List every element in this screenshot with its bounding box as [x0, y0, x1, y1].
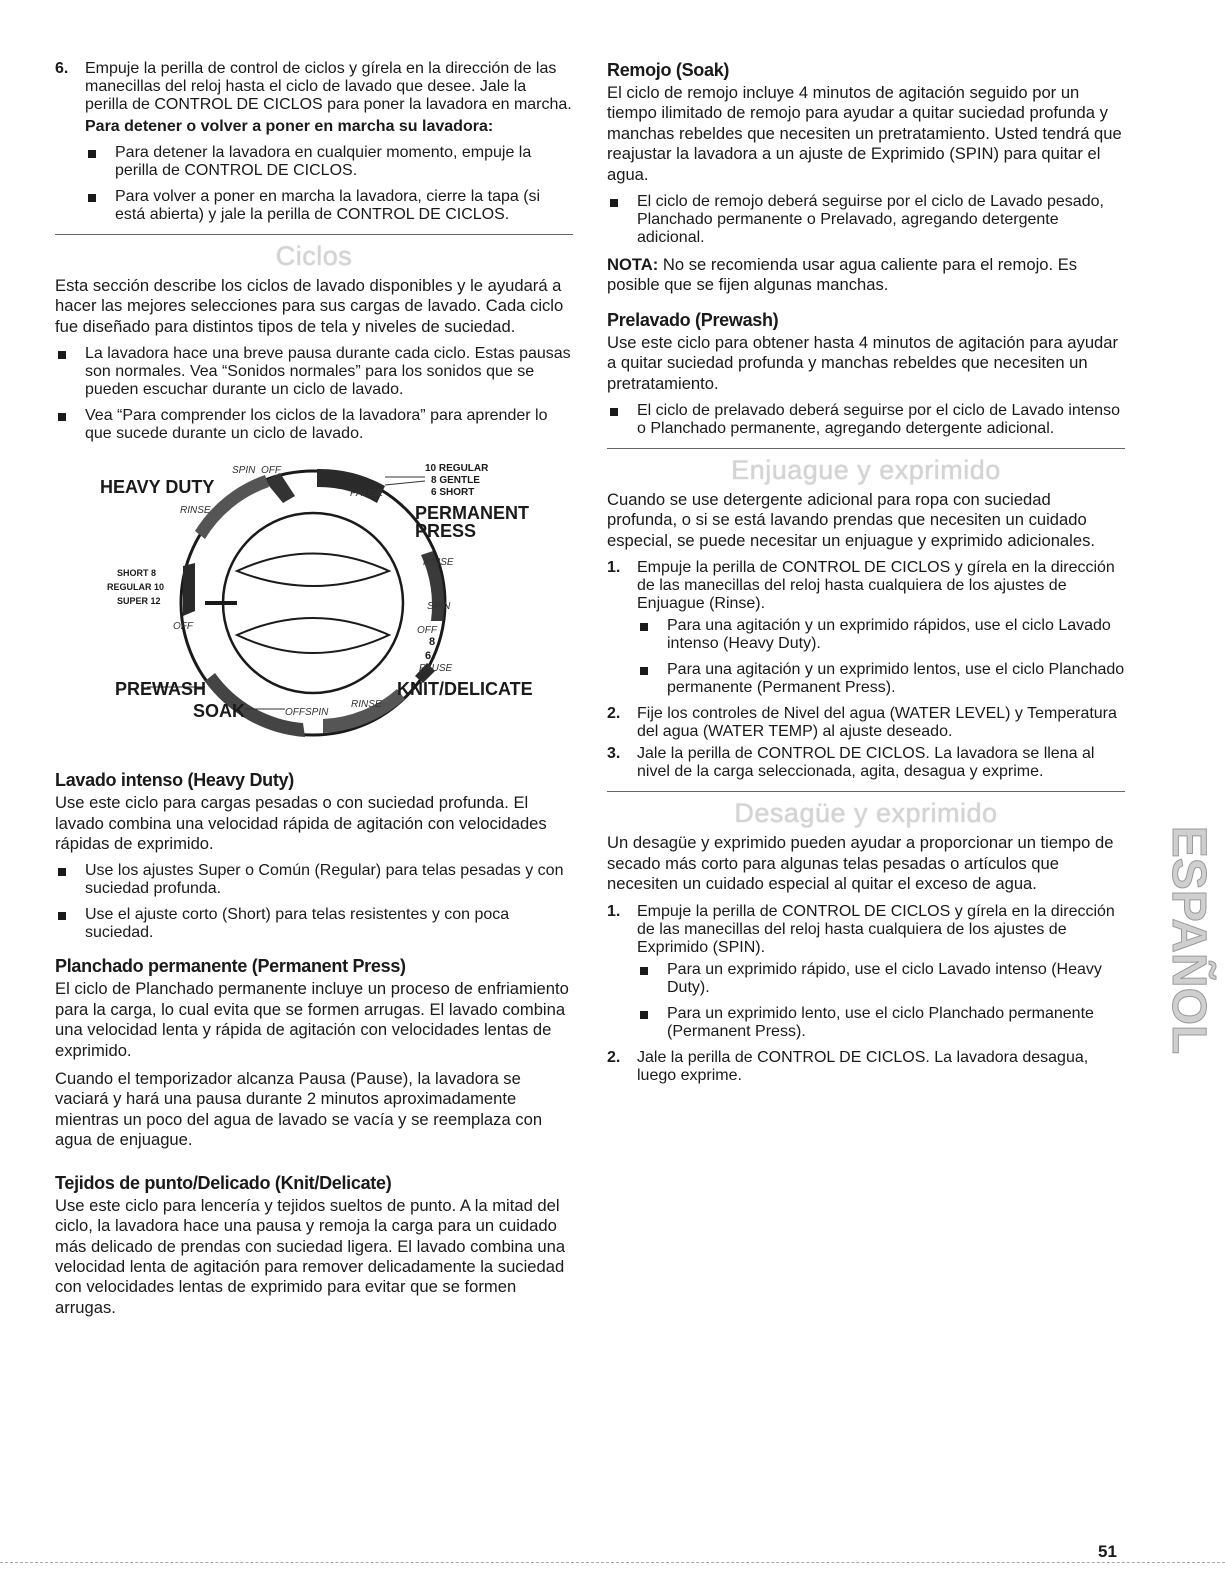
drain-spin-intro: Un desagüe y exprimido pueden ayudar a proporcionar un tiempo de secado más corto para algunas telas pesadas o artículos que necesiten un cuidado especial al quitar el exceso de agua.: [607, 833, 1114, 894]
label-6-short: 6 SHORT: [431, 487, 475, 499]
label-off-left: OFF: [173, 621, 193, 633]
drain-spin-title: Desagüe y exprimido: [734, 798, 998, 829]
label-short-8: SHORT 8: [117, 568, 157, 579]
label-spin: SPIN: [232, 465, 256, 477]
step-text: Empuje la perilla de CONTROL DE CICLOS y gírela en la dirección de las manecillas del reloj hasta cualquiera de los ajustes de Enjuague (Rinse).: [637, 559, 1115, 613]
label-rinse-bottom: RINSE: [351, 699, 382, 711]
heavy-duty-bullet: Use el ajuste corto (Short) para telas resistentes y con poca suciedad.: [55, 906, 573, 942]
step-6: [55, 60, 573, 114]
dial-illustration: [55, 451, 573, 756]
left-column: [55, 60, 573, 1326]
permanent-press-p2: Cuando el temporizador alcanza Pausa (Pause), la lavadora se vaciará y hará una pausa durante 2 minutos aproximadamente mientras un poco del agua de lavado se vacía y se reemplaza con agua de enjuague.: [55, 1069, 543, 1150]
step-text: Empuje la perilla de CONTROL DE CICLOS y gírela en la dirección de las manecillas del reloj hasta cualquiera de los ajustes de Exprimido (SPIN).: [637, 902, 1115, 956]
label-off-bottom: OFF: [285, 707, 305, 719]
ciclos-bullet: Vea “Para comprender los ciclos de la lavadora” para aprender lo que sucede durante un ciclo de lavado.: [55, 407, 573, 443]
step-text: Jale la perilla de CONTROL DE CICLOS. La lavadora desagua, luego exprime.: [637, 1048, 1089, 1084]
rinse-spin-title: Enjuague y exprimido: [731, 455, 1001, 486]
stop-bullet: Para detener la lavadora en cualquier momento, empuje la perilla de CONTROL DE CICLOS.: [85, 144, 573, 180]
label-knit-delicate: KNIT/DELICATE: [397, 679, 533, 700]
label-spin-bottom: SPIN: [305, 707, 329, 719]
soak-bullet: El ciclo de remojo deberá seguirse por el ciclo de Lavado pesado, Planchado permanente o Prelavado, agregando detergente adicional.: [607, 193, 1125, 247]
permanent-press-p1: El ciclo de Planchado permanente incluye un proceso de enfriamiento para la carga, lo cual evita que se formen arrugas. El lavado combina una velocidad lenta y rápida de agitación con velocidades lentas de exprimido.: [55, 979, 569, 1060]
rinse-step-1-bullet: Para una agitación y un exprimido rápidos, use el ciclo Lavado intenso (Heavy Duty).: [637, 617, 1125, 653]
ciclos-intro: Esta sección describe los ciclos de lavado disponibles y le ayudará a hacer las mejores selecciones para sus cargas de lavado. Cada ciclo fue diseñado para distintos tipos de tela y niveles de suciedad.: [55, 276, 564, 336]
heavy-duty-settings-mark: [183, 563, 195, 616]
label-regular-10: REGULAR 10: [107, 582, 165, 593]
prewash-bullet: El ciclo de prelavado deberá seguirse por el ciclo de Lavado intenso o Planchado permanente, agregando detergente adicional.: [607, 402, 1125, 438]
heavy-duty-title: Lavado intenso (Heavy Duty): [55, 770, 294, 791]
heavy-duty-bullet: Use los ajustes Super o Común (Regular) para telas pesadas y con suciedad profunda.: [55, 862, 573, 898]
divider: [607, 448, 1125, 449]
rinse-spin-intro: Cuando se use detergente adicional para ropa con suciedad profunda, o si se está lavando prendas que necesiten un cuidado especial, se puede necesitar un enjuague y exprimido adicionales.: [607, 490, 1095, 550]
soak-title: Remojo (Soak): [607, 60, 730, 80]
page-number: 51: [1098, 1542, 1117, 1561]
label-8: 8: [429, 636, 436, 649]
step-number: 3.: [607, 745, 621, 763]
divider: [55, 234, 573, 235]
knit-title: Tejidos de punto/Delicado (Knit/Delicate): [55, 1172, 392, 1193]
stop-heading: Para detener o volver a poner en marcha su lavadora:: [85, 118, 494, 135]
drain-step-1-bullet: Para un exprimido lento, use el ciclo Planchado permanente (Permanent Press).: [637, 1005, 1125, 1041]
step-number: 6.: [55, 60, 69, 77]
rinse-step-1-bullet: Para una agitación y un exprimido lentos, use el ciclo Planchado permanente (Permanent Press).: [637, 661, 1125, 697]
label-super-12: SUPER 12: [117, 596, 161, 607]
right-column: [607, 60, 1125, 1089]
label-pause-right: PAUSE: [419, 663, 453, 675]
step-number: 2.: [607, 705, 621, 723]
prewash-text: Use este ciclo para obtener hasta 4 minutos de agitación para ayudar a quitar suciedad profunda y manchas rebeldes que necesiten un pretratamiento.: [607, 332, 1119, 393]
step-text: Fije los controles de Nivel del agua (WATER LEVEL) y Temperatura del agua (WATER TEMP) al ajuste deseado.: [637, 705, 1117, 741]
label-8-gentle: 8 GENTLE: [431, 475, 480, 487]
rinse-step-3: [607, 745, 1125, 781]
label-rinse-right: RINSE: [423, 557, 454, 569]
note-text: No se recomienda usar agua caliente para el remojo. Es posible que se fijen algunas manchas.: [607, 255, 1078, 295]
knit-text: Use este ciclo para lencería y tejidos sueltos de punto. A la mitad del ciclo, la lavadora hace una pausa y remoja la carga para un cuidado más delicado de prendas con suciedad ligera. El lavado combina una velocidad lenta de agitación para remover delicadamente la suciedad con velocidades lentas de exprimido para evitar que se formen arrugas.: [55, 1195, 566, 1317]
stop-bullet: Para volver a poner en marcha la lavadora, cierre la tapa (si está abierta) y jale la perilla de CONTROL DE CICLOS.: [85, 188, 573, 224]
note-label: NOTA:: [607, 255, 659, 275]
step-number: 1.: [607, 902, 621, 920]
ciclos-bullet: La lavadora hace una breve pausa durante cada ciclo. Estas pausas son normales. Vea “Sonidos normales” para los sonidos que se pueden escuchar durante un ciclo de lavado.: [55, 345, 573, 399]
label-pause: PAUSE: [350, 488, 384, 500]
language-side-tab: [1143, 820, 1215, 1060]
ciclos-title: Ciclos: [275, 241, 353, 271]
step-number: 2.: [607, 1048, 621, 1066]
permanent-press-title: Planchado permanente (Permanent Press): [55, 956, 406, 977]
label-off: OFF: [261, 465, 281, 477]
label-10-regular: 10 REGULAR: [425, 463, 489, 475]
label-6: 6: [425, 650, 432, 663]
label-heavy-duty: HEAVY DUTY: [100, 477, 215, 498]
label-prewash: PREWASH: [115, 679, 207, 700]
label-soak: SOAK: [193, 701, 246, 722]
bottom-rule: [0, 1562, 1225, 1563]
rinse-step-2: [607, 705, 1125, 741]
side-tab-label: ESPAÑOL: [1162, 825, 1215, 1055]
drain-step-1-bullet: Para un exprimido rápido, use el ciclo Lavado intenso (Heavy Duty).: [637, 961, 1125, 997]
soak-note: [607, 255, 1125, 296]
step-text: Jale la perilla de CONTROL DE CICLOS. La lavadora se llena al nivel de la carga seleccionada, agita, desagua y exprime.: [637, 745, 1095, 781]
step-text: Empuje la perilla de control de ciclos y gírela en la dirección de las manecillas del reloj hasta el ciclo de lavado que desee. Jale la perilla de CONTROL DE CICLOS para poner la lavadora en marcha.: [85, 60, 572, 113]
step-number: 1.: [607, 559, 621, 577]
soak-text: El ciclo de remojo incluye 4 minutos de agitación seguido por un tiempo ilimitado de remojo para ayudar a quitar suciedad profunda y manchas rebeldes que necesiten un pretratamiento. Usted tendrá que reajustar la lavadora a un ajuste de Exprimido (SPIN) para quitar el agua.: [607, 83, 1122, 184]
heavy-duty-text: Use este ciclo para cargas pesadas o con suciedad profunda. El lavado combina una velocidad rápida de agitación con velocidades rápidas de exprimido.: [55, 793, 547, 854]
label-rinse: RINSE: [180, 505, 211, 517]
label-off-right: OFF: [417, 625, 437, 637]
label-permanent: PERMANENT: [415, 503, 530, 524]
drain-step-1: [607, 903, 1125, 957]
drain-step-2: [607, 1049, 1125, 1085]
rinse-step-1: [607, 559, 1125, 613]
cycle-control-dial-figure: [55, 451, 573, 756]
dial-knob: [223, 513, 403, 693]
label-spin-right: SPIN: [427, 601, 451, 613]
prewash-title: Prelavado (Prewash): [607, 309, 779, 330]
label-press: PRESS: [415, 521, 477, 542]
leader-line: [385, 481, 425, 485]
divider: [607, 791, 1125, 792]
